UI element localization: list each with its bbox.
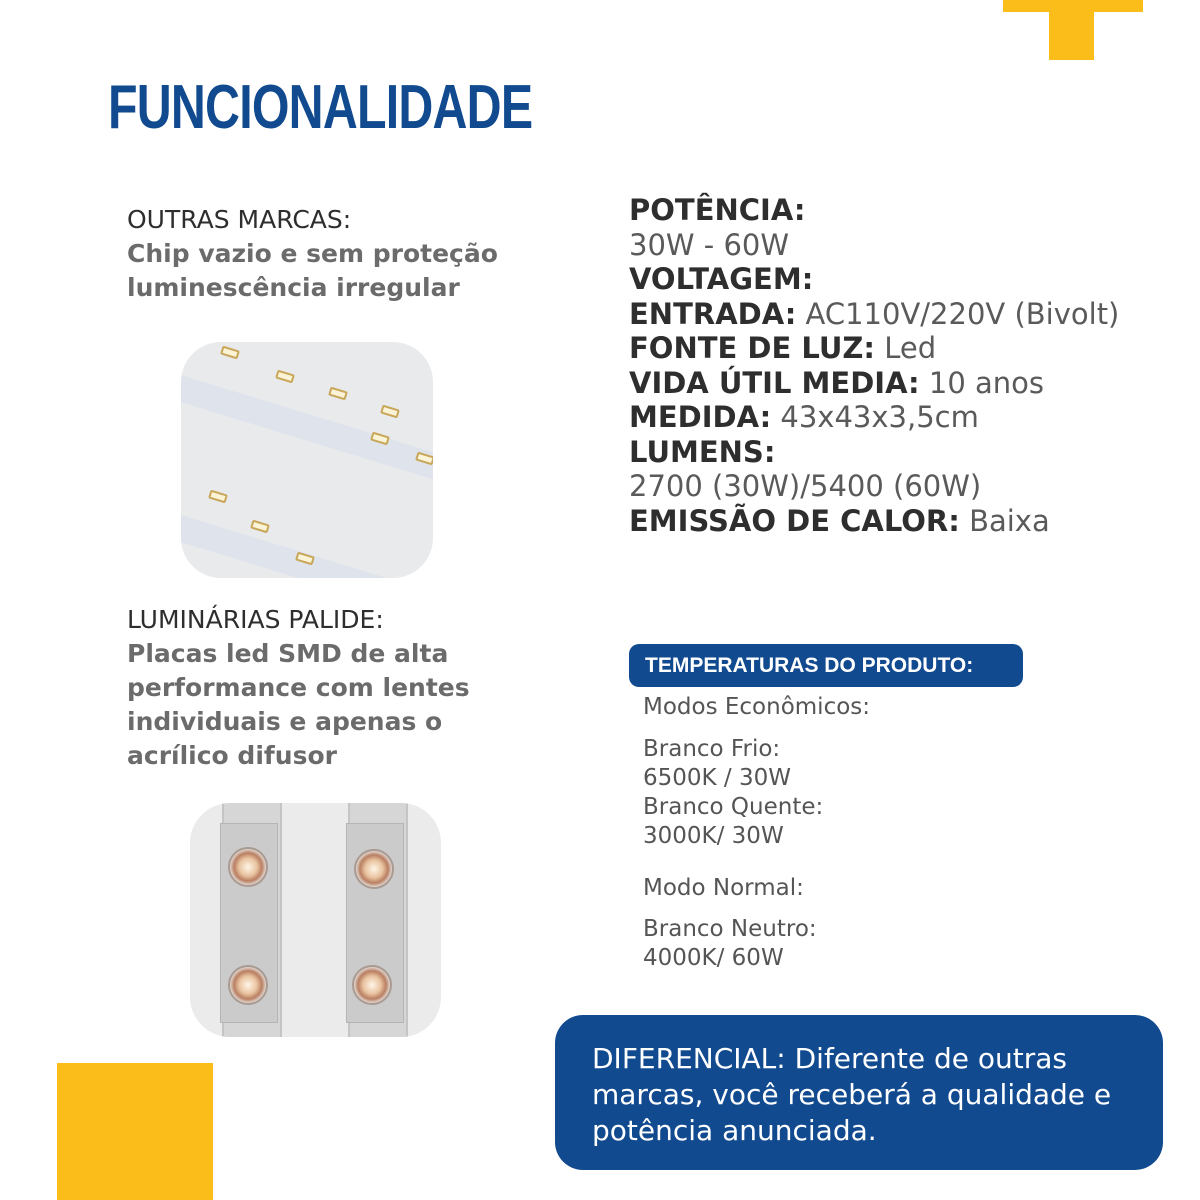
power-value: 30W - 60W (629, 227, 790, 262)
warm-white-value: 3000K/ 30W (643, 823, 784, 849)
lumens-value: 2700 (30W)/5400 (60W) (629, 469, 982, 503)
cold-white-label: Branco Frio: (643, 736, 781, 762)
heat-value: Baixa (959, 503, 1050, 538)
other-brands-line: luminescência irregular (127, 273, 460, 302)
palide-section (127, 603, 527, 773)
other-brands-led-strip-photo (181, 342, 433, 578)
other-brands-line: Chip vazio e sem proteção (127, 239, 498, 268)
palide-led-lens-photo (190, 803, 441, 1037)
input-label: ENTRADA: (629, 296, 797, 331)
neutral-white-value: 4000K/ 60W (643, 945, 784, 971)
neutral-white-label: Branco Neutro: (643, 916, 817, 942)
light-source-value: Led (875, 331, 937, 365)
normal-mode-title: Modo Normal: (643, 875, 804, 901)
voltage-label: VOLTAGEM: (629, 262, 814, 296)
page-title: FUNCIONALIDADE (108, 73, 533, 142)
warm-white-label: Branco Quente: (643, 794, 824, 820)
palide-heading: LUMINÁRIAS PALIDE: (127, 605, 384, 634)
life-value: 10 anos (919, 365, 1044, 400)
light-source-label: FONTE DE LUZ: (629, 331, 876, 365)
differential-line: DIFERENCIAL: Diferente de outras (592, 1042, 1068, 1075)
decorative-yellow-square-bottom (57, 1063, 213, 1200)
differential-line: marcas, você receberá a qualidade e (592, 1078, 1112, 1111)
other-brands-heading: OUTRAS MARCAS: (127, 205, 352, 234)
size-value: 43x43x3,5cm (771, 400, 979, 434)
lumens-label: LUMENS: (629, 434, 776, 469)
specifications-list (629, 193, 1149, 538)
input-value: AC110V/220V (Bivolt) (796, 296, 1120, 331)
decorative-yellow-block-top (1049, 0, 1094, 60)
palide-line: acrílico difusor (127, 741, 337, 770)
eco-modes-title: Modos Econômicos: (643, 694, 871, 720)
cold-white-value: 6500K / 30W (643, 765, 791, 791)
palide-line: individuais e apenas o (127, 707, 443, 736)
differential-line: potência anunciada. (592, 1114, 877, 1147)
life-label: VIDA ÚTIL MEDIA: (629, 365, 920, 400)
other-brands-section (127, 203, 527, 305)
differential-box (555, 1015, 1163, 1170)
power-label: POTÊNCIA: (629, 193, 806, 227)
heat-label: EMISSÃO DE CALOR: (629, 503, 960, 538)
palide-line: Placas led SMD de alta (127, 639, 449, 668)
palide-line: performance com lentes (127, 673, 470, 702)
temperatures-badge: TEMPERATURAS DO PRODUTO: (629, 644, 1023, 687)
size-label: MEDIDA: (629, 400, 772, 434)
